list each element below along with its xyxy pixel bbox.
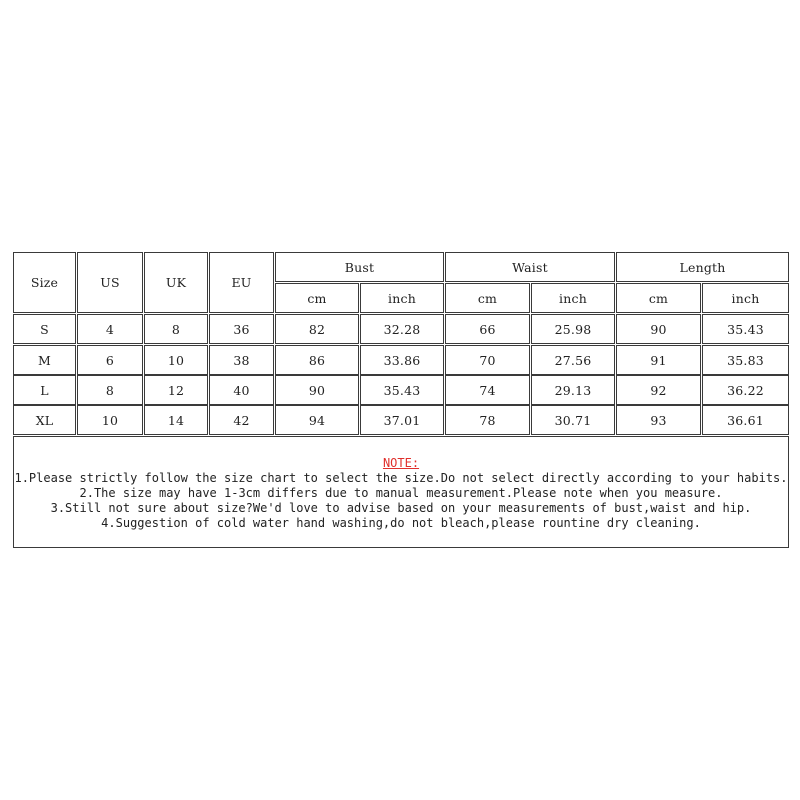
header-bust-inch: inch: [360, 283, 444, 313]
table-cell: 82: [275, 314, 359, 344]
table-cell: 4: [77, 314, 143, 344]
header-us: US: [77, 252, 143, 313]
table-cell: 10: [77, 405, 143, 435]
table-cell: 36: [209, 314, 274, 344]
table-cell: 12: [144, 375, 208, 405]
table-cell: 94: [275, 405, 359, 435]
notes-title: NOTE:: [382, 456, 420, 470]
table-cell: 14: [144, 405, 208, 435]
header-size: Size: [13, 252, 76, 313]
table-cell: 25.98: [531, 314, 615, 344]
table-cell: 40: [209, 375, 274, 405]
size-chart: [13, 252, 789, 548]
notes-box: [13, 436, 789, 548]
table-cell: 8: [77, 375, 143, 405]
table-cell: 42: [209, 405, 274, 435]
table-cell: 10: [144, 345, 208, 375]
table-cell: 78: [445, 405, 530, 435]
table-cell: 35.83: [702, 345, 789, 375]
header-bust: Bust: [275, 252, 444, 282]
table-cell: 90: [616, 314, 701, 344]
note-line-4: 4.Suggestion of cold water hand washing,do not bleach,please rountine dry cleaning.: [101, 516, 701, 530]
table-cell: 33.86: [360, 345, 444, 375]
note-line-3: 3.Still not sure about size?We'd love to advise based on your measurements of bust,waist and hip.: [50, 501, 752, 515]
note-line-1: 1.Please strictly follow the size chart to select the size.Do not select directly according to your habits.: [14, 471, 788, 485]
table-cell: 32.28: [360, 314, 444, 344]
note-line-2: 2.The size may have 1-3cm differs due to manual measurement.Please note when you measure.: [79, 486, 723, 500]
table-cell: 91: [616, 345, 701, 375]
header-eu: EU: [209, 252, 274, 313]
header-waist-cm: cm: [445, 283, 530, 313]
table-cell: 90: [275, 375, 359, 405]
table-cell: 93: [616, 405, 701, 435]
table-cell: 37.01: [360, 405, 444, 435]
table-cell: 35.43: [360, 375, 444, 405]
header-waist-inch: inch: [531, 283, 615, 313]
table-cell: 70: [445, 345, 530, 375]
table-cell: 27.56: [531, 345, 615, 375]
table-cell: L: [13, 375, 76, 405]
header-uk: UK: [144, 252, 208, 313]
table-cell: 30.71: [531, 405, 615, 435]
header-waist: Waist: [445, 252, 615, 282]
header-length-inch: inch: [702, 283, 789, 313]
table-cell: 86: [275, 345, 359, 375]
header-length: Length: [616, 252, 789, 282]
table-cell: 29.13: [531, 375, 615, 405]
table-cell: 36.22: [702, 375, 789, 405]
table-cell: 38: [209, 345, 274, 375]
table-cell: 92: [616, 375, 701, 405]
table-cell: 6: [77, 345, 143, 375]
table-cell: 36.61: [702, 405, 789, 435]
table-cell: M: [13, 345, 76, 375]
table-cell: XL: [13, 405, 76, 435]
table-cell: 74: [445, 375, 530, 405]
table-cell: 8: [144, 314, 208, 344]
table-cell: S: [13, 314, 76, 344]
header-bust-cm: cm: [275, 283, 359, 313]
table-cell: 66: [445, 314, 530, 344]
table-cell: 35.43: [702, 314, 789, 344]
header-length-cm: cm: [616, 283, 701, 313]
